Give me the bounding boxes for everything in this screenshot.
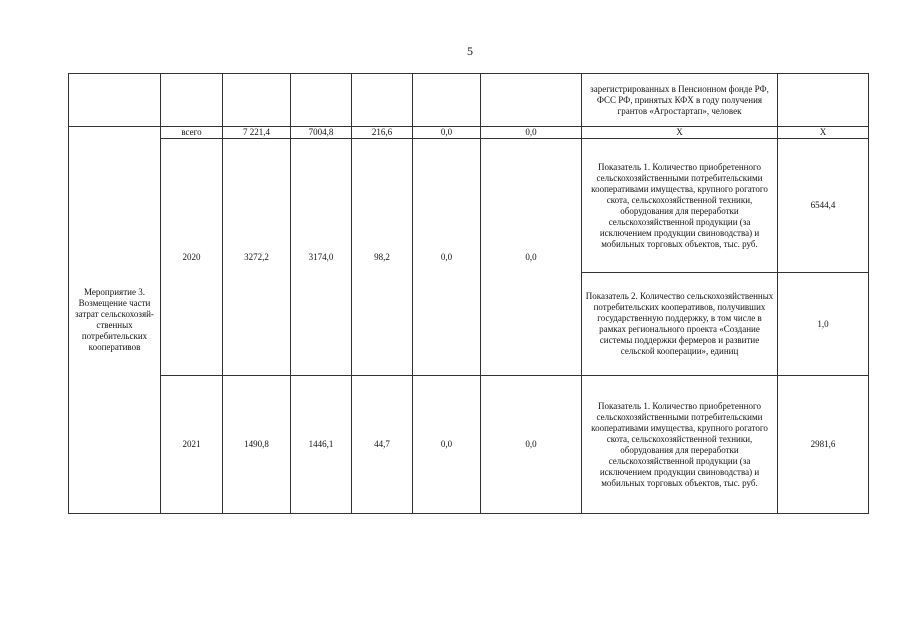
empty-cell: [69, 74, 161, 127]
measure-name: Мероприятие 3. Возмещение части затрат сельскохозяй-ственных потребительских кооперативов: [69, 127, 161, 514]
amount-cell: 3272,2: [223, 139, 291, 376]
empty-cell: [778, 74, 869, 127]
amount-cell: 0,0: [413, 376, 481, 514]
amount-cell: 7004,8: [291, 127, 352, 139]
empty-cell: [291, 74, 352, 127]
indicator-value: 1,0: [778, 273, 869, 376]
year-row-2020: [69, 139, 869, 273]
indicator-text: Показатель 1. Количество приобретенного сельскохозяйственными потребительскими кооперативами имущества, крупного рогатого скота, сельскохозяйственной техники, оборудования для переработки сельскохозяйственной продукции (за исключением продукции свиноводства) и мобильных торговых объектов, тыс. руб.: [582, 139, 778, 273]
year-cell: 2021: [161, 376, 223, 514]
empty-cell: [481, 74, 582, 127]
indicator-text: зарегистрированных в Пенсионном фонде РФ, ФСС РФ, принятых КФХ в году получения грантов «Агростартап», человек: [582, 74, 778, 127]
empty-cell: [413, 74, 481, 127]
year-cell: всего: [161, 127, 223, 139]
year-cell: 2020: [161, 139, 223, 376]
amount-cell: 1446,1: [291, 376, 352, 514]
year-row-2021: [69, 376, 869, 514]
amount-cell: 0,0: [413, 139, 481, 376]
amount-cell: 0,0: [413, 127, 481, 139]
empty-cell: [352, 74, 413, 127]
indicator-text: Показатель 1. Количество приобретенного сельскохозяйственными потребительскими кооперативами имущества, крупного рогатого скота, сельскохозяйственной техники, оборудования для переработки сельскохозяйственной продукции (за исключением продукции свиноводства) и мобильных торговых объектов, тыс. руб.: [582, 376, 778, 514]
page-number: 5: [467, 44, 473, 58]
amount-cell: 98,2: [352, 139, 413, 376]
amount-cell: 44,7: [352, 376, 413, 514]
indicator-text: Х: [582, 127, 778, 139]
indicator-text: Показатель 2. Количество сельскохозяйственных потребительских кооперативов, получивших государственную поддержку, в том числе в рамках регионального проекта «Создание системы поддержки фермеров и развитие сельской кооперации», единиц: [582, 273, 778, 376]
amount-cell: 1490,8: [223, 376, 291, 514]
amount-cell: 0,0: [481, 139, 582, 376]
amount-cell: 0,0: [481, 127, 582, 139]
empty-cell: [161, 74, 223, 127]
indicator-value: 2981,6: [778, 376, 869, 514]
amount-cell: 216,6: [352, 127, 413, 139]
total-row: [69, 127, 869, 139]
amount-cell: 7 221,4: [223, 127, 291, 139]
indicator-value: 6544,4: [778, 139, 869, 273]
amount-cell: 3174,0: [291, 139, 352, 376]
empty-cell: [223, 74, 291, 127]
indicator-value: Х: [778, 127, 869, 139]
program-measures-table: [68, 73, 869, 514]
continued-row: [69, 74, 869, 127]
amount-cell: 0,0: [481, 376, 582, 514]
